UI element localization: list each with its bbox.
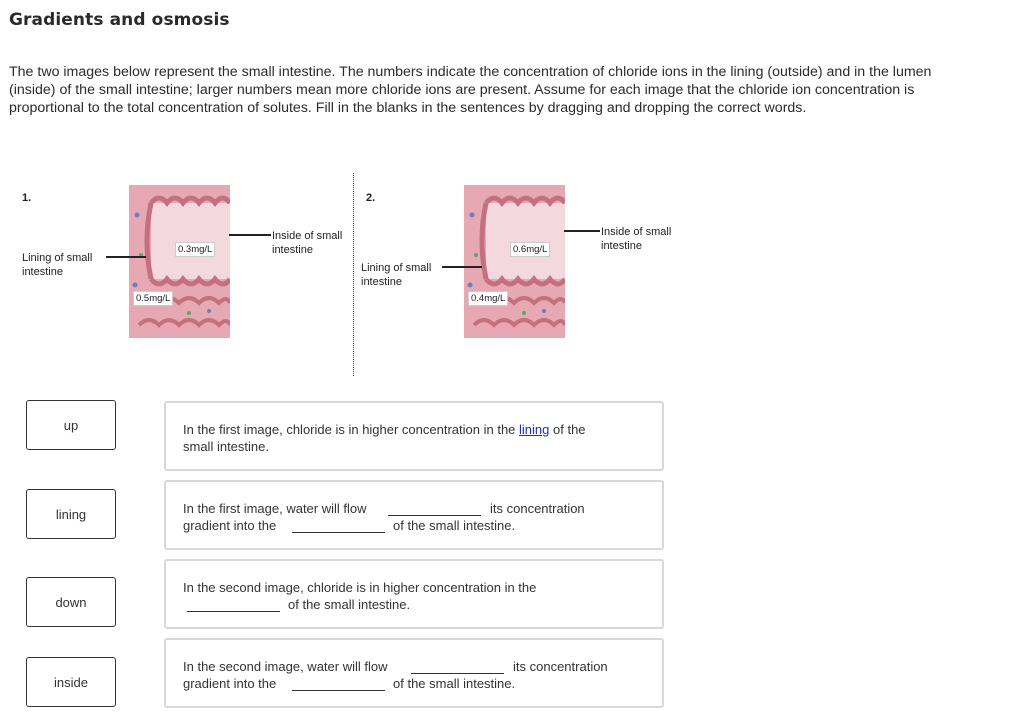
sentence-4-line-1b: its concentration <box>513 659 608 674</box>
figure-1-lining-label: Lining of small intestine <box>22 252 93 278</box>
sentence-box-4 <box>164 638 664 708</box>
sentence-box-1 <box>164 401 664 471</box>
figure-2-lining-label: Lining of small intestine <box>361 262 432 288</box>
sentence-2-line-2a: gradient into the <box>183 518 277 533</box>
sentence-1-line-1 <box>183 422 586 437</box>
figure-1-intestine-image <box>129 185 230 338</box>
figure-2-intestine-image <box>464 185 565 338</box>
figure-2-number: 2. <box>366 192 376 204</box>
figure-1-lining-concentration: 0.5mg/L <box>133 291 173 306</box>
sentence-3-line-2b: of the small intestine. <box>288 597 411 612</box>
sentence-4-blank-2[interactable] <box>292 690 385 691</box>
figure-1-number: 1. <box>22 192 32 204</box>
sentence-1-filled-answer[interactable]: lining <box>519 422 550 437</box>
word-tile-up[interactable]: up <box>26 400 116 450</box>
sentence-4-line-1a: In the second image, water will flow <box>183 659 388 674</box>
word-tile-lining[interactable]: lining <box>26 489 116 539</box>
figure-1-inside-concentration: 0.3mg/L <box>175 242 215 257</box>
page-title: Gradients and osmosis <box>9 10 230 30</box>
figure-2-inside-concentration: 0.6mg/L <box>510 242 550 257</box>
sentence-4-blank-1[interactable] <box>411 673 504 674</box>
sentence-2-line-2b: of the small intestine. <box>393 518 516 533</box>
figure-1-lining-leader-line <box>106 256 146 258</box>
sentence-4-line-2b: of the small intestine. <box>393 676 516 691</box>
word-tile-down[interactable]: down <box>26 577 116 627</box>
sentence-1-text-b: of the <box>553 422 586 437</box>
figure-2-inside-label: Inside of small intestine <box>601 226 672 252</box>
figure-divider <box>353 173 354 376</box>
sentence-4-line-2a: gradient into the <box>183 676 277 691</box>
sentence-2-line-1a: In the first image, water will flow <box>183 501 367 516</box>
figure-1-inside-leader-line <box>229 234 271 236</box>
figure-2-inside-leader-line <box>564 230 600 232</box>
sentence-3-blank-1[interactable] <box>187 611 280 612</box>
sentence-1-line-2: small intestine. <box>183 439 269 454</box>
sentence-1-text-a: In the first image, chloride is in higher concentration in the <box>183 422 516 437</box>
sentence-2-blank-1[interactable] <box>388 515 481 516</box>
instructions-text: The two images below represent the small intestine. The numbers indicate the concentration of chloride ions in the lining (outside) and in the lumen (inside) of the small intestine; larger numbers mean more chloride ions are present. Assume for each image that the chloride ion concentration is proportional to the total concentration of solutes. Fill in the blanks in the sentences by dragging and dropping the correct words. <box>9 64 932 116</box>
figure-2-lining-leader-line <box>442 266 482 268</box>
figure-2-lining-concentration: 0.4mg/L <box>468 291 508 306</box>
figure-1-inside-label: Inside of small intestine <box>272 230 343 256</box>
sentence-3-line-1: In the second image, chloride is in higher concentration in the <box>183 580 537 595</box>
word-tile-inside[interactable]: inside <box>26 657 116 707</box>
sentence-box-3 <box>164 559 664 629</box>
sentence-box-2 <box>164 480 664 550</box>
sentence-2-line-1b: its concentration <box>490 501 585 516</box>
sentence-2-blank-2[interactable] <box>292 532 385 533</box>
